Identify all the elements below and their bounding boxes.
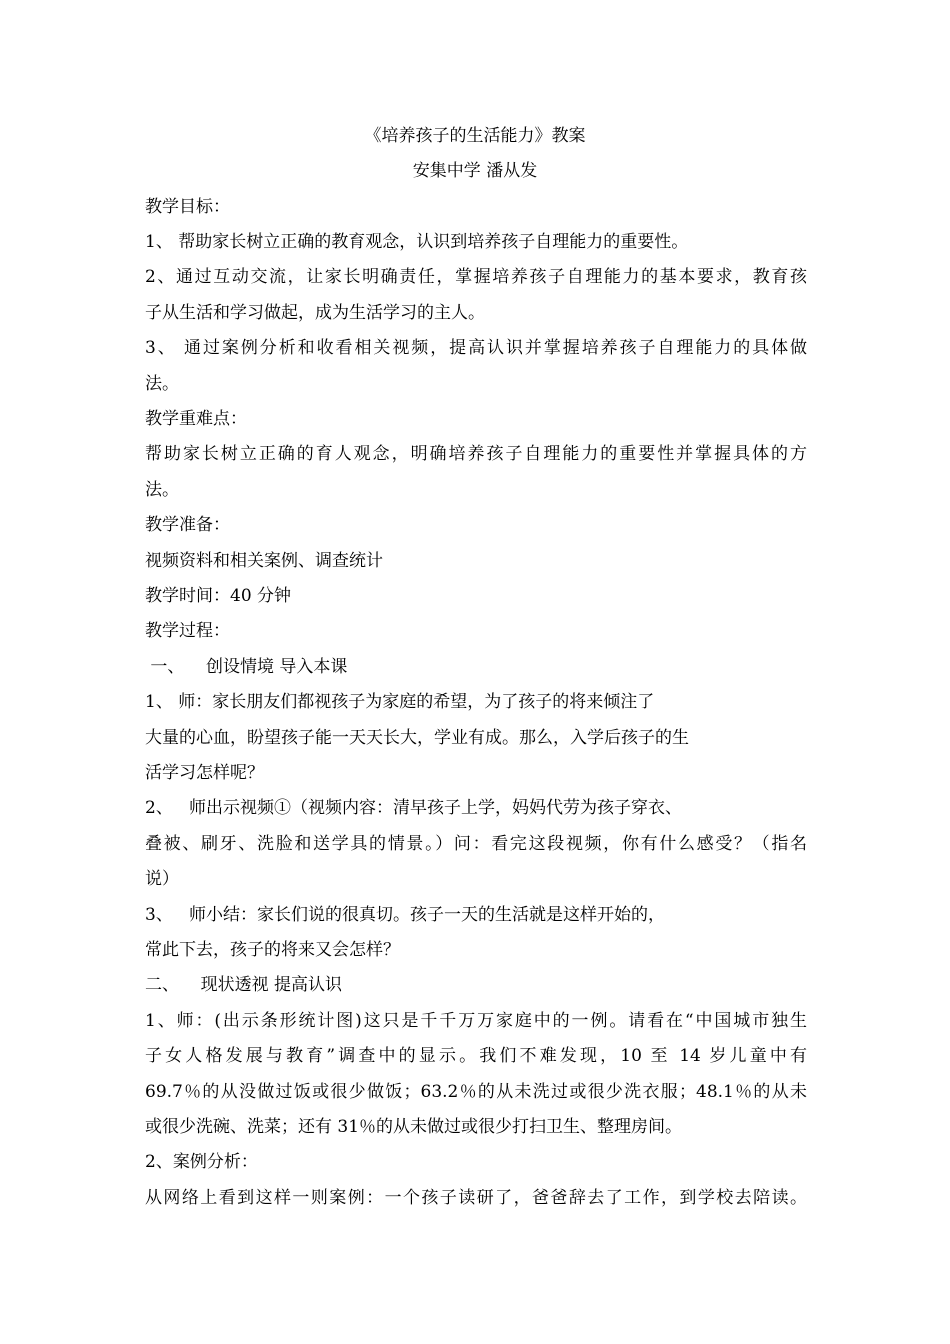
objective-1: 1、 帮助家长树立正确的教育观念，认识到培养孩子自理能力的重要性。 — [145, 232, 689, 252]
document-author: 安集中学 潘从发 — [412, 161, 538, 181]
teaching-time: 教学时间：40 分钟 — [145, 586, 292, 606]
document-title: 《培养孩子的生活能力》教案 — [364, 126, 586, 146]
section-heading-key-points: 教学重难点： — [145, 409, 247, 429]
part-2-item-2-heading: 2、案例分析： — [145, 1152, 258, 1172]
process-part-1-heading: 一、 创设情境 导入本课 — [145, 657, 348, 677]
process-part-2-heading: 二、 现状透视 提高认识 — [145, 975, 343, 995]
section-heading-objectives: 教学目标： — [145, 197, 230, 217]
process-1-line-3: 活学习怎样呢？ — [145, 763, 264, 783]
key-points-line-2: 法。 — [145, 480, 179, 500]
process-1-line-1: 1、 师：家长朋友们都视孩子为家庭的希望，为了孩子的将来倾注了 — [145, 692, 655, 712]
key-points-line-1: 帮助家长树立正确的育人观念，明确培养孩子自理能力的重要性并掌握具体的方 — [145, 444, 807, 464]
objective-3-line-1: 3、 通过案例分析和收看相关视频，提高认识并掌握培养孩子自理能力的具体做 — [145, 338, 807, 358]
process-2-line-3: 说） — [145, 869, 179, 889]
objective-2-line-1: 2、通过互动交流，让家长明确责任，掌握培养孩子自理能力的基本要求，教育孩 — [145, 267, 807, 287]
process-2-line-1: 2、 师出示视频①（视频内容：清早孩子上学，妈妈代劳为孩子穿衣、 — [145, 798, 683, 818]
process-3-line-1: 3、 师小结：家长们说的很真切。孩子一天的生活就是这样开始的， — [145, 905, 666, 925]
process-3-line-2: 常此下去，孩子的将来又会怎样？ — [145, 940, 400, 960]
part-2-item-1-line-1: 1、师：(出示条形统计图)这只是千千万万家庭中的一例。请看在“中国城市独生 — [145, 1011, 807, 1031]
section-heading-process: 教学过程： — [145, 621, 230, 641]
part-2-item-1-line-2: 子女人格发展与教育”调查中的显示。我们不难发现，10 至 14 岁儿童中有 — [145, 1046, 807, 1066]
part-2-item-1-line-4: 或很少洗碗、洗菜；还有 31％的从未做过或很少打扫卫生、整理房间。 — [145, 1117, 683, 1137]
part-2-item-1-line-3: 69.7％的从没做过饭或很少做饭；63.2％的从未洗过或很少洗衣服；48.1％的从未 — [145, 1082, 807, 1102]
objective-2-line-2: 子从生活和学习做起，成为生活学习的主人。 — [145, 303, 485, 323]
process-2-line-2: 叠被、刷牙、洗脸和送学具的情景。）问：看完这段视频，你有什么感受？（指名 — [145, 834, 807, 854]
preparation-text: 视频资料和相关案例、调查统计 — [145, 551, 383, 571]
section-heading-preparation: 教学准备： — [145, 515, 230, 535]
process-1-line-2: 大量的心血，盼望孩子能一天天长大，学业有成。那么，入学后孩子的生 — [145, 728, 689, 748]
objective-3-line-2: 法。 — [145, 374, 179, 394]
case-study-line-1: 从网络上看到这样一则案例：一个孩子读研了，爸爸辞去了工作，到学校去陪读。 — [145, 1188, 807, 1208]
